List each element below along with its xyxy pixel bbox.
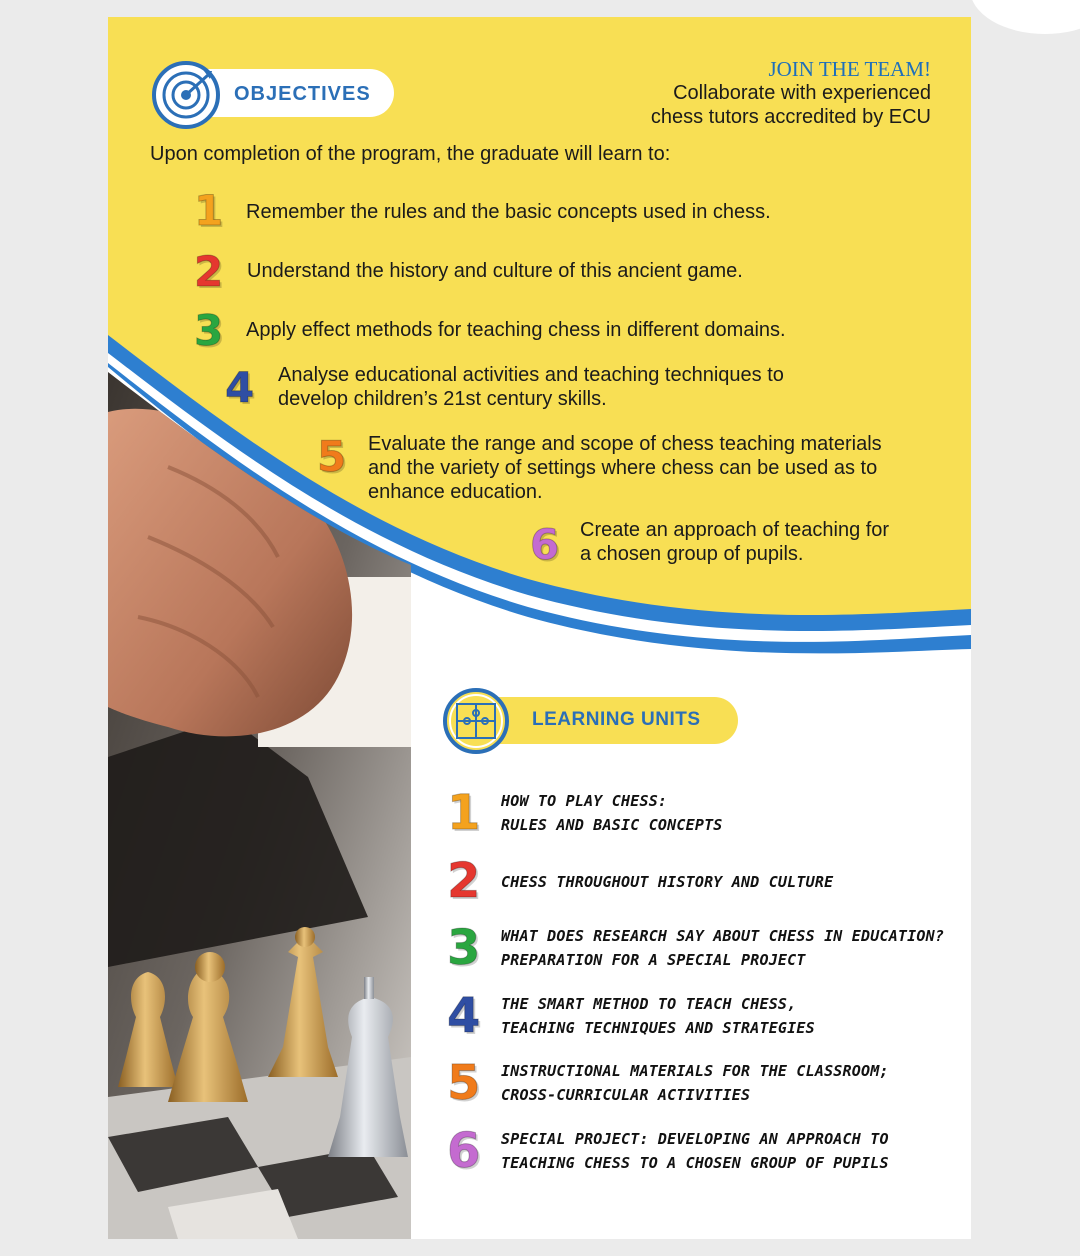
join-team-heading: JOIN THE TEAM! [768, 57, 931, 81]
objectives-heading: OBJECTIVES [234, 83, 371, 105]
objective-text: Understand the history and culture of this ancient game. [247, 260, 743, 282]
page-bottom-margin [108, 1239, 971, 1256]
objective-number: 2 [194, 247, 224, 296]
unit-number: 6 [447, 1123, 481, 1179]
objective-text: Apply effect methods for teaching chess in different domains. [246, 319, 786, 341]
brochure-page [108, 17, 971, 1239]
unit-text: SPECIAL PROJECT: DEVELOPING AN APPROACH TO TEACHING CHESS TO A CHOSEN GROUP OF PUPILS [501, 1130, 889, 1172]
objective-number: 3 [194, 306, 224, 355]
objective-text: Remember the rules and the basic concepts used in chess. [246, 201, 771, 223]
unit-number: 3 [447, 920, 481, 976]
unit-text: THE SMART METHOD TO TEACH CHESS, TEACHING TECHNIQUES AND STRATEGIES [501, 995, 815, 1037]
objective-number: 1 [194, 186, 224, 235]
unit-number: 5 [447, 1055, 481, 1111]
unit-text: INSTRUCTIONAL MATERIALS FOR THE CLASSROOM; CROSS-CURRICULAR ACTIVITIES [501, 1062, 889, 1104]
objective-number: 5 [317, 432, 347, 481]
join-team-line: Collaborate with experienced [673, 82, 931, 104]
join-team-line: chess tutors accredited by ECU [650, 106, 931, 128]
unit-text: CHESS THROUGHOUT HISTORY AND CULTURE [501, 873, 834, 891]
objective-number: 6 [530, 520, 560, 569]
objective-text: Analyse educational activities and teaching techniques to develop children’s 21st century skills. [278, 364, 784, 410]
unit-text: HOW TO PLAY CHESS: RULES AND BASIC CONCEPTS [501, 792, 723, 834]
objective-text: Create an approach of teaching for a chosen group of pupils. [580, 519, 890, 565]
join-team-text [531, 81, 931, 129]
learning-units-heading: LEARNING UNITS [532, 709, 701, 730]
unit-number: 1 [447, 785, 481, 841]
unit-text: WHAT DOES RESEARCH SAY ABOUT CHESS IN EDUCATION? PREPARATION FOR A SPECIAL PROJECT [501, 927, 945, 969]
objective-number: 4 [225, 363, 255, 412]
unit-number: 4 [447, 988, 481, 1044]
target-icon [152, 61, 220, 129]
objective-text: Evaluate the range and scope of chess teaching materials and the variety of settings where chess can be used as to enhance education. [368, 433, 882, 503]
puzzle-icon [443, 688, 509, 754]
objectives-intro: Upon completion of the program, the graduate will learn to: [150, 143, 671, 165]
corner-decoration [970, 0, 1080, 34]
unit-number: 2 [447, 853, 481, 909]
